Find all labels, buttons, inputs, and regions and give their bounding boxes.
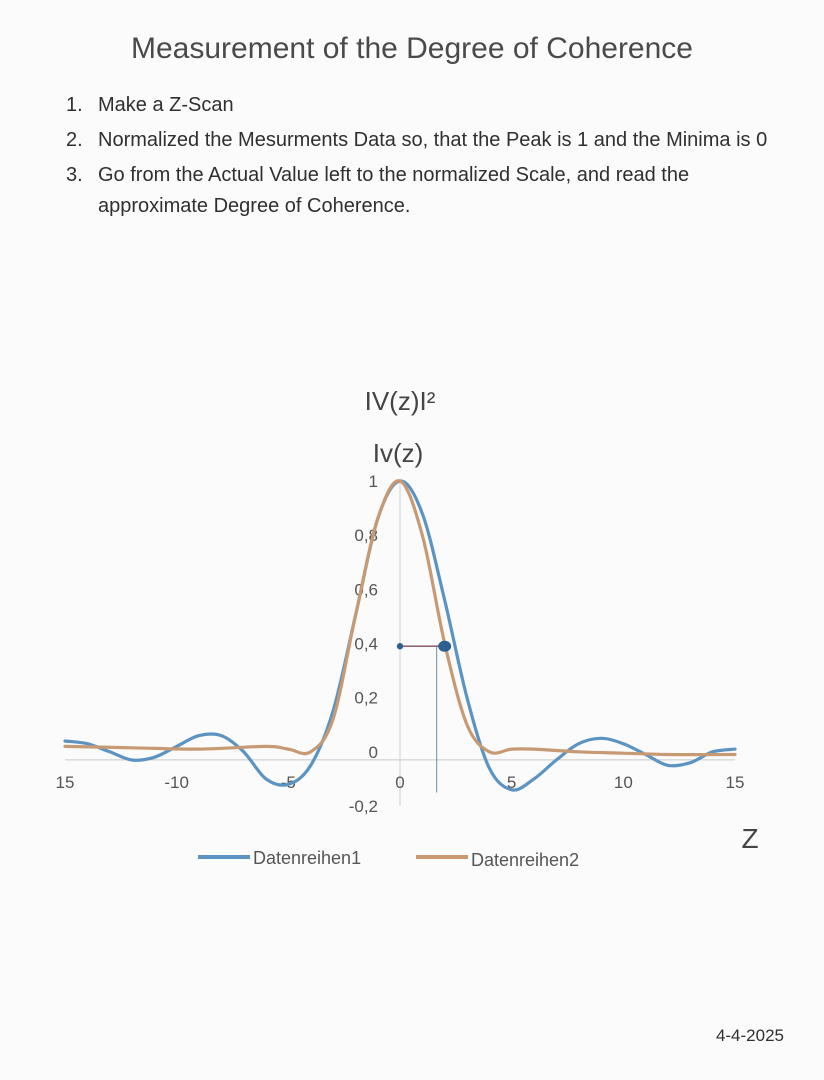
y-tick-label: -0,2 <box>348 797 378 816</box>
step-text: Make a Z-Scan <box>98 94 234 116</box>
legend-label-1: Datenreihen1 <box>253 848 362 868</box>
measurement-point <box>438 641 451 652</box>
x-tick-label: 5 <box>506 772 517 792</box>
step-text: Normalized the Mesurments Data so, that the Peak is 1 and the Minima is 0 <box>98 129 768 151</box>
y-tick-label: 0,8 <box>354 526 378 546</box>
step-number: 3. <box>66 164 83 186</box>
x-tick-label: 15 <box>55 772 75 792</box>
x-tick-label: 15 <box>725 772 745 792</box>
date-stamp: 4-4-2025 <box>715 1026 784 1045</box>
step-text: Go from the Actual Value left to the normalized Scale, and read the approximate Degree of Coherence. <box>98 164 690 217</box>
y-tick-label: 0 <box>368 742 378 762</box>
y-tick-label: 0,6 <box>354 580 378 600</box>
step-number: 2. <box>66 129 83 151</box>
chart-title-squared: IV(z)I² <box>364 386 436 416</box>
y-tick-label: 0,2 <box>354 688 378 708</box>
x-tick-label: -10 <box>164 772 189 792</box>
y-tick-label: 1 <box>368 472 378 491</box>
y-tick-label: 0,4 <box>354 634 378 654</box>
reference-point <box>397 643 403 649</box>
x-axis-label: Z <box>741 823 759 854</box>
page-title: Measurement of the Degree of Coherence <box>131 32 693 65</box>
chart-title: Iv(z) <box>372 438 424 468</box>
step-number: 1. <box>66 94 83 116</box>
x-tick-label: 10 <box>613 772 633 792</box>
x-tick-label: 0 <box>395 772 405 792</box>
legend-label-2: Datenreihen2 <box>471 850 580 870</box>
x-tick-label: -5 <box>280 772 296 792</box>
